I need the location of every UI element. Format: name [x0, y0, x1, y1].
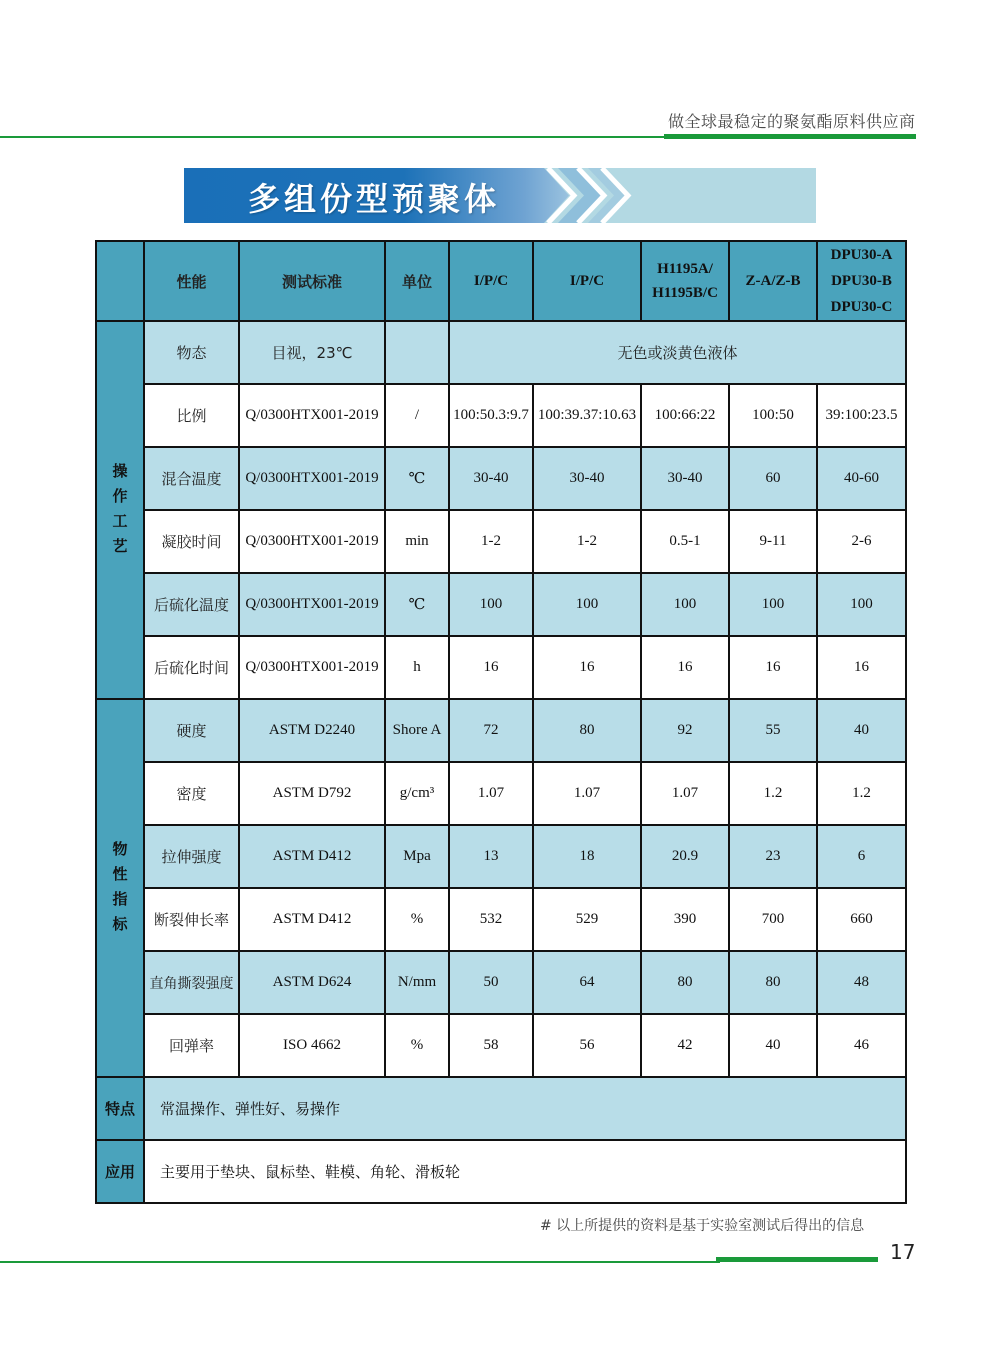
- table-row-features: [96, 1077, 906, 1140]
- cell-value: 2-6: [817, 510, 906, 573]
- cell-property: 物态: [144, 321, 239, 384]
- cell-property: 直角撕裂强度: [144, 951, 239, 1014]
- cell-property: 硬度: [144, 699, 239, 762]
- cell-value: 529: [533, 888, 641, 951]
- cell-property: 回弹率: [144, 1014, 239, 1077]
- cell-standard: ASTM D2240: [239, 699, 385, 762]
- cell-value: 1.07: [641, 762, 729, 825]
- cell-value: 100:66:22: [641, 384, 729, 447]
- cell-value: 100: [641, 573, 729, 636]
- table-row-state: [96, 321, 906, 384]
- col-header-property: 性能: [144, 241, 239, 321]
- group-char: 指: [112, 892, 128, 908]
- cell-unit: %: [385, 888, 449, 951]
- cell-value: 48: [817, 951, 906, 1014]
- cell-value: 13: [449, 825, 533, 888]
- cell-standard: Q/0300HTX001-2019: [239, 573, 385, 636]
- cell-unit: %: [385, 1014, 449, 1077]
- table-row: [96, 636, 906, 699]
- cell-property: 后硫化时间: [144, 636, 239, 699]
- cell-value: 1-2: [533, 510, 641, 573]
- table-row: [96, 1014, 906, 1077]
- cell-value: 6: [817, 825, 906, 888]
- cell-value: 16: [533, 636, 641, 699]
- footer-divider-accent: [716, 1257, 878, 1262]
- cell-value: 1-2: [449, 510, 533, 573]
- cell-standard: Q/0300HTX001-2019: [239, 636, 385, 699]
- header-divider-accent: [664, 134, 916, 139]
- group-label-physical: [96, 699, 144, 1077]
- cell-standard: ISO 4662: [239, 1014, 385, 1077]
- cell-value: 1.07: [533, 762, 641, 825]
- group-char: 标: [112, 917, 128, 933]
- cell-value: 80: [533, 699, 641, 762]
- header-divider-thin: [0, 136, 666, 138]
- cell-value: 9-11: [729, 510, 817, 573]
- header-corner: [96, 241, 144, 321]
- cell-value: 39:100:23.5: [817, 384, 906, 447]
- group-label-process: [96, 321, 144, 699]
- cell-unit: N/mm: [385, 951, 449, 1014]
- features-label: 特点: [96, 1077, 144, 1140]
- cell-property: 比例: [144, 384, 239, 447]
- applications-text: 主要用于垫块、鼠标垫、鞋模、角轮、滑板轮: [144, 1140, 906, 1203]
- col-header-h1195: [641, 241, 729, 321]
- cell-value: 46: [817, 1014, 906, 1077]
- cell-value: 58: [449, 1014, 533, 1077]
- cell-value: 0.5-1: [641, 510, 729, 573]
- cell-standard: ASTM D412: [239, 825, 385, 888]
- cell-value: 50: [449, 951, 533, 1014]
- table-row: [96, 951, 906, 1014]
- cell-standard: ASTM D624: [239, 951, 385, 1014]
- cell-value: 55: [729, 699, 817, 762]
- cell-standard: ASTM D412: [239, 888, 385, 951]
- cell-standard: Q/0300HTX001-2019: [239, 384, 385, 447]
- cell-value: 60: [729, 447, 817, 510]
- col-header-unit: 单位: [385, 241, 449, 321]
- cell-unit: ℃: [385, 573, 449, 636]
- table-row: [96, 384, 906, 447]
- cell-value: 40: [817, 699, 906, 762]
- cell-value: 1.07: [449, 762, 533, 825]
- table-row: [96, 825, 906, 888]
- applications-label: 应用: [96, 1140, 144, 1203]
- cell-value: 100:50: [729, 384, 817, 447]
- cell-value: 80: [729, 951, 817, 1014]
- table-row: [96, 573, 906, 636]
- cell-value: 80: [641, 951, 729, 1014]
- cell-unit: Shore A: [385, 699, 449, 762]
- section-title: 多组份型预聚体: [248, 180, 501, 218]
- cell-standard: ASTM D792: [239, 762, 385, 825]
- cell-value: 20.9: [641, 825, 729, 888]
- cell-value: 16: [729, 636, 817, 699]
- cell-unit: Mpa: [385, 825, 449, 888]
- table-row: [96, 888, 906, 951]
- cell-value: 660: [817, 888, 906, 951]
- cell-property: 凝胶时间: [144, 510, 239, 573]
- cell-unit: ℃: [385, 447, 449, 510]
- cell-value: 390: [641, 888, 729, 951]
- table-row: [96, 762, 906, 825]
- cell-value: 100:39.37:10.63: [533, 384, 641, 447]
- cell-value: 42: [641, 1014, 729, 1077]
- cell-property: 密度: [144, 762, 239, 825]
- cell-value: 18: [533, 825, 641, 888]
- footnote: # 以上所提供的资料是基于实验室测试后得出的信息: [540, 1218, 865, 1234]
- cell-value: 700: [729, 888, 817, 951]
- cell-value: 56: [533, 1014, 641, 1077]
- cell-value: 100: [817, 573, 906, 636]
- spec-table: [95, 240, 907, 1204]
- h1195-line: H1195B/C: [652, 285, 718, 301]
- cell-property: 拉伸强度: [144, 825, 239, 888]
- cell-value: 30-40: [449, 447, 533, 510]
- dpu30-line: DPU30-B: [831, 273, 892, 289]
- cell-value: 532: [449, 888, 533, 951]
- col-header-ipc-2: I/P/C: [533, 241, 641, 321]
- header-slogan: 做全球最稳定的聚氨酯原料供应商: [668, 112, 916, 131]
- cell-value: 100: [729, 573, 817, 636]
- cell-property: 后硫化温度: [144, 573, 239, 636]
- group-char: 工: [112, 514, 128, 530]
- col-header-dpu30: [817, 241, 906, 321]
- cell-value: 1.2: [729, 762, 817, 825]
- col-header-standard: 测试标准: [239, 241, 385, 321]
- table-row-applications: [96, 1140, 906, 1203]
- cell-unit: [385, 321, 449, 384]
- h1195-line: H1195A/: [657, 261, 713, 277]
- section-banner: [184, 168, 816, 223]
- cell-unit: /: [385, 384, 449, 447]
- cell-property: 混合温度: [144, 447, 239, 510]
- group-char: 作: [112, 489, 128, 505]
- dpu30-line: DPU30-C: [830, 299, 893, 315]
- group-char: 操: [112, 464, 128, 480]
- cell-value: 64: [533, 951, 641, 1014]
- table-header-row: [96, 241, 906, 321]
- cell-unit: h: [385, 636, 449, 699]
- cell-value: 100:50.3:9.7: [449, 384, 533, 447]
- cell-value: 30-40: [533, 447, 641, 510]
- table-row: [96, 699, 906, 762]
- cell-standard: Q/0300HTX001-2019: [239, 447, 385, 510]
- cell-value: 72: [449, 699, 533, 762]
- table-row: [96, 510, 906, 573]
- cell-standard: 目视，23℃: [239, 321, 385, 384]
- cell-value: 100: [449, 573, 533, 636]
- group-char: 性: [112, 867, 128, 883]
- dpu30-line: DPU30-A: [830, 247, 893, 263]
- group-char: 艺: [112, 539, 128, 555]
- cell-value: 1.2: [817, 762, 906, 825]
- cell-state-value: 无色或淡黄色液体: [449, 321, 906, 384]
- cell-value: 40: [729, 1014, 817, 1077]
- page-number: 17: [890, 1240, 916, 1264]
- col-header-ipc-1: I/P/C: [449, 241, 533, 321]
- cell-unit: g/cm³: [385, 762, 449, 825]
- features-text: 常温操作、弹性好、易操作: [144, 1077, 906, 1140]
- cell-value: 16: [817, 636, 906, 699]
- cell-value: 92: [641, 699, 729, 762]
- cell-value: 100: [533, 573, 641, 636]
- cell-property: 断裂伸长率: [144, 888, 239, 951]
- cell-value: 23: [729, 825, 817, 888]
- table-row: [96, 447, 906, 510]
- cell-value: 40-60: [817, 447, 906, 510]
- cell-value: 16: [449, 636, 533, 699]
- cell-unit: min: [385, 510, 449, 573]
- group-char: 物: [112, 842, 128, 858]
- col-header-za-zb: Z-A/Z-B: [729, 241, 817, 321]
- cell-standard: Q/0300HTX001-2019: [239, 510, 385, 573]
- cell-value: 16: [641, 636, 729, 699]
- footer-divider-thin: [0, 1261, 720, 1263]
- chevron-arrows-icon: [544, 168, 634, 223]
- cell-value: 30-40: [641, 447, 729, 510]
